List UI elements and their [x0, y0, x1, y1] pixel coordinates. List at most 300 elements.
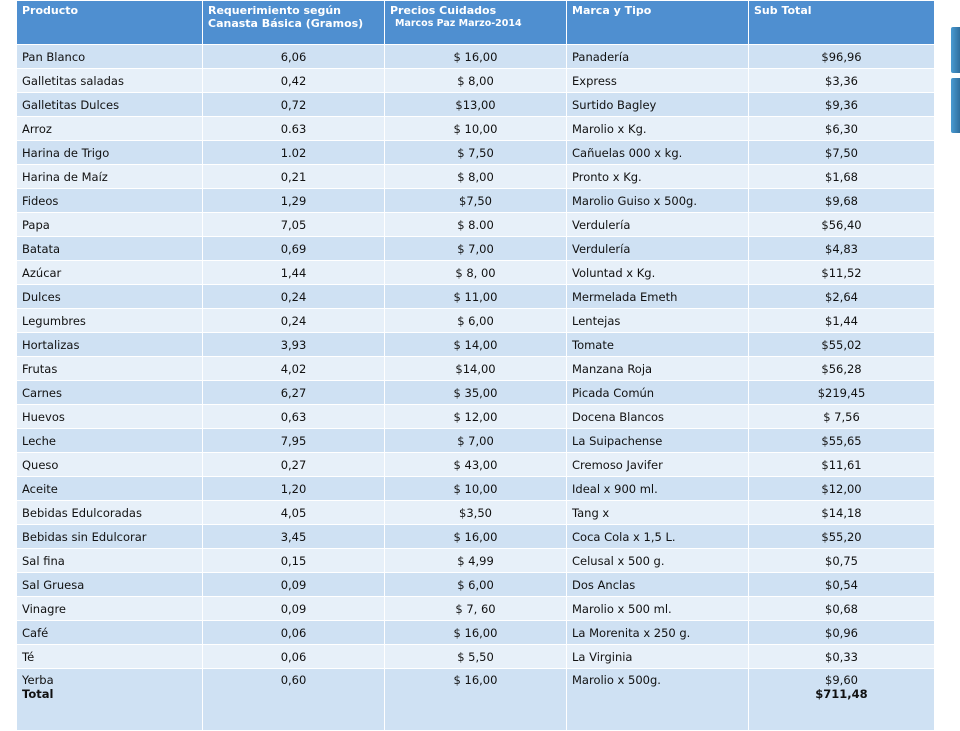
- cell-subtotal: [749, 525, 935, 549]
- cell-marca-text: Surtido Bagley: [572, 97, 657, 112]
- cell-marca: [567, 69, 749, 93]
- cell-marca: [567, 333, 749, 357]
- cell-requerimiento: [203, 69, 385, 93]
- cell-producto: [17, 621, 203, 645]
- cell-precio: [385, 357, 567, 381]
- table-row: [17, 597, 935, 621]
- cell-marca: [567, 93, 749, 117]
- cell-marca-text: Pronto x Kg.: [572, 169, 642, 184]
- cell-producto: [17, 189, 203, 213]
- cell-producto-text: Galletitas saladas: [22, 73, 124, 88]
- cell-subtotal-text: $55,02: [821, 337, 862, 352]
- cell-requerimiento: [203, 597, 385, 621]
- cell-producto: [17, 429, 203, 453]
- cell-precio: [385, 597, 567, 621]
- cell-requerimiento: [203, 621, 385, 645]
- header-precios-subtitle: Marcos Paz Marzo-2014: [395, 18, 522, 29]
- cell-requerimiento-text: 0.63: [280, 121, 307, 136]
- cell-subtotal: [749, 45, 935, 69]
- cell-marca: [567, 309, 749, 333]
- cell-producto-text: Yerba: [22, 673, 54, 687]
- cell-precio-text: $ 14,00: [453, 337, 498, 352]
- cell-producto-text: Aceite: [22, 481, 58, 496]
- cell-producto: [17, 501, 203, 525]
- cell-marca-text: Lentejas: [572, 313, 621, 328]
- cell-producto: [17, 213, 203, 237]
- cell-producto-text: Sal fina: [22, 553, 65, 568]
- cell-subtotal: [749, 165, 935, 189]
- cell-requerimiento-text: 0,09: [280, 601, 307, 616]
- header-precios-title: Precios Cuidados: [390, 4, 497, 17]
- cell-requerimiento: [203, 669, 385, 731]
- cell-marca: [567, 573, 749, 597]
- cell-precio: [385, 477, 567, 501]
- cell-requerimiento-text: 0,24: [280, 313, 307, 328]
- cell-producto: [17, 237, 203, 261]
- cell-marca: [567, 453, 749, 477]
- cell-subtotal: [749, 381, 935, 405]
- cell-requerimiento: [203, 381, 385, 405]
- cell-precio-text: $ 16,00: [453, 49, 498, 64]
- cell-subtotal-text: $219,45: [817, 385, 866, 400]
- table-row: [17, 213, 935, 237]
- cell-producto: [17, 333, 203, 357]
- cell-precio-text: $ 4,99: [457, 553, 494, 568]
- cell-precio: [385, 189, 567, 213]
- cell-requerimiento: [203, 93, 385, 117]
- table-row: [17, 309, 935, 333]
- cell-precio: [385, 405, 567, 429]
- cell-producto: [17, 669, 203, 731]
- cell-producto-text: Harina de Trigo: [22, 145, 110, 160]
- cell-marca: [567, 117, 749, 141]
- cell-subtotal: [749, 429, 935, 453]
- table-row: [17, 381, 935, 405]
- cell-producto-text: Bebidas sin Edulcorar: [22, 529, 147, 544]
- table-row: [17, 333, 935, 357]
- cell-marca: [567, 621, 749, 645]
- cell-requerimiento-text: 1.02: [280, 145, 307, 160]
- table-row: [17, 573, 935, 597]
- cell-requerimiento: [203, 213, 385, 237]
- cell-subtotal: [749, 549, 935, 573]
- table-row: [17, 261, 935, 285]
- header-producto: Producto: [17, 1, 203, 45]
- cell-requerimiento-text: 0,60: [280, 673, 307, 687]
- cell-producto: [17, 261, 203, 285]
- cell-marca: [567, 669, 749, 731]
- cell-precio-text: $ 35,00: [453, 385, 498, 400]
- cell-requerimiento: [203, 45, 385, 69]
- cell-subtotal-text: $3,36: [825, 73, 858, 88]
- cell-producto-text: Papa: [22, 217, 50, 232]
- cell-producto-text: Huevos: [22, 409, 65, 424]
- cell-requerimiento: [203, 357, 385, 381]
- cell-marca-text: Picada Común: [572, 385, 655, 400]
- cell-marca-text: Dos Anclas: [572, 577, 636, 592]
- cell-precio-text: $ 7,00: [457, 433, 494, 448]
- cell-requerimiento-text: 3,45: [280, 529, 307, 544]
- cell-subtotal-text: $4,83: [825, 241, 858, 256]
- table-row: [17, 237, 935, 261]
- cell-precio-text: $ 8,00: [457, 169, 494, 184]
- cell-marca: [567, 165, 749, 189]
- cell-precio: [385, 69, 567, 93]
- table-row: [17, 141, 935, 165]
- cell-subtotal-text: $14,18: [821, 505, 862, 520]
- table-row: [17, 549, 935, 573]
- cell-subtotal: [749, 117, 935, 141]
- cell-producto-text: Queso: [22, 457, 59, 472]
- cell-requerimiento-text: 0,63: [280, 409, 307, 424]
- cell-producto: [17, 309, 203, 333]
- cell-marca-text: Voluntad x Kg.: [572, 265, 656, 280]
- cell-subtotal-text: $1,44: [825, 313, 858, 328]
- cell-producto: [17, 477, 203, 501]
- table-row: [17, 645, 935, 669]
- cell-subtotal: [749, 573, 935, 597]
- cell-subtotal: [749, 501, 935, 525]
- cell-marca: [567, 525, 749, 549]
- table-row: [17, 357, 935, 381]
- cell-requerimiento: [203, 285, 385, 309]
- cell-precio-text: $ 7,50: [457, 145, 494, 160]
- cell-producto: [17, 357, 203, 381]
- cell-producto: [17, 69, 203, 93]
- table-row: [17, 93, 935, 117]
- cell-producto-text: Café: [22, 625, 49, 640]
- cell-subtotal-text: $56,40: [821, 217, 862, 232]
- cell-producto: [17, 453, 203, 477]
- table-row: [17, 45, 935, 69]
- cell-precio: [385, 117, 567, 141]
- cell-subtotal: [749, 333, 935, 357]
- cell-subtotal: [749, 237, 935, 261]
- cell-subtotal: [749, 141, 935, 165]
- cell-producto: [17, 141, 203, 165]
- cell-marca-text: Marolio x 500g.: [572, 673, 661, 687]
- cell-marca-text: Express: [572, 73, 617, 88]
- cell-precio-text: $ 10,00: [453, 121, 498, 136]
- cell-subtotal: [749, 309, 935, 333]
- cell-producto: [17, 45, 203, 69]
- cell-requerimiento-text: 0,24: [280, 289, 307, 304]
- cell-requerimiento: [203, 525, 385, 549]
- cell-subtotal: [749, 669, 935, 731]
- cell-subtotal-text: $11,52: [821, 265, 862, 280]
- cell-marca: [567, 405, 749, 429]
- table-row: [17, 429, 935, 453]
- cell-requerimiento: [203, 501, 385, 525]
- cell-marca-text: Cañuelas 000 x kg.: [572, 145, 683, 160]
- cell-requerimiento-text: 0,15: [280, 553, 307, 568]
- cell-subtotal: [749, 261, 935, 285]
- cell-subtotal-text: $0,96: [825, 625, 858, 640]
- cell-marca-text: Mermelada Emeth: [572, 289, 678, 304]
- cell-precio-text: $14,00: [455, 361, 496, 376]
- cell-subtotal-text: $0,33: [825, 649, 858, 664]
- cell-precio: [385, 261, 567, 285]
- cell-marca-text: Verdulería: [572, 241, 631, 256]
- cell-marca-text: La Suipachense: [572, 433, 663, 448]
- cell-producto-text: Fideos: [22, 193, 59, 208]
- cell-requerimiento: [203, 117, 385, 141]
- cell-requerimiento-text: 7,05: [280, 217, 307, 232]
- cell-precio: [385, 429, 567, 453]
- cell-requerimiento-text: 0,69: [280, 241, 307, 256]
- table-row: [17, 525, 935, 549]
- cell-marca-text: Marolio Guiso x 500g.: [572, 193, 698, 208]
- cell-producto-text: Harina de Maíz: [22, 169, 108, 184]
- table-row: [17, 501, 935, 525]
- table-row: [17, 405, 935, 429]
- cell-precio-text: $ 10,00: [453, 481, 498, 496]
- cell-producto-text: Carnes: [22, 385, 62, 400]
- cell-precio: [385, 645, 567, 669]
- cell-requerimiento: [203, 645, 385, 669]
- cell-subtotal-text: $6,30: [825, 121, 858, 136]
- cell-requerimiento: [203, 309, 385, 333]
- cell-marca: [567, 357, 749, 381]
- cell-requerimiento: [203, 549, 385, 573]
- table-row: [17, 453, 935, 477]
- cell-precio-text: $ 8.00: [457, 217, 494, 232]
- cell-precio-text: $13,00: [455, 97, 496, 112]
- cell-precio: [385, 213, 567, 237]
- cell-precio-text: $ 8, 00: [455, 265, 496, 280]
- cell-precio: [385, 525, 567, 549]
- table-row: [17, 165, 935, 189]
- cell-requerimiento-text: 0,27: [280, 457, 307, 472]
- cell-requerimiento-text: 4,05: [280, 505, 307, 520]
- cell-subtotal: [749, 453, 935, 477]
- cell-marca-text: Docena Blancos: [572, 409, 665, 424]
- cell-requerimiento: [203, 189, 385, 213]
- cell-requerimiento: [203, 405, 385, 429]
- cell-marca-text: Celusal x 500 g.: [572, 553, 665, 568]
- cell-marca: [567, 429, 749, 453]
- cell-precio: [385, 621, 567, 645]
- cell-marca-text: La Morenita x 250 g.: [572, 625, 691, 640]
- cell-subtotal-text: $11,61: [821, 457, 862, 472]
- cell-subtotal: [749, 93, 935, 117]
- cell-producto-text: Leche: [22, 433, 56, 448]
- cell-requerimiento: [203, 453, 385, 477]
- cell-subtotal-text: $12,00: [821, 481, 862, 496]
- cell-subtotal-text: $9,60: [825, 673, 858, 687]
- cell-marca-text: Tang x: [572, 505, 610, 520]
- cell-precio-text: $ 5,50: [457, 649, 494, 664]
- cell-subtotal-text: $ 7,56: [823, 409, 860, 424]
- table-row: [17, 669, 935, 731]
- cell-producto-text: Bebidas Edulcoradas: [22, 505, 142, 520]
- cell-precio-text: $ 16,00: [453, 673, 498, 687]
- cell-marca: [567, 381, 749, 405]
- cell-producto: [17, 597, 203, 621]
- cell-requerimiento: [203, 429, 385, 453]
- cell-producto-text: Pan Blanco: [22, 49, 86, 64]
- cell-subtotal-text: $56,28: [821, 361, 862, 376]
- cell-producto: [17, 525, 203, 549]
- cell-producto-text: Vinagre: [22, 601, 66, 616]
- cell-subtotal-text: $2,64: [825, 289, 858, 304]
- cell-requerimiento-text: 3,93: [280, 337, 307, 352]
- cell-subtotal: [749, 645, 935, 669]
- cell-precio: [385, 141, 567, 165]
- cell-precio-text: $ 7, 60: [455, 601, 496, 616]
- price-table: [16, 0, 935, 731]
- cell-requerimiento: [203, 477, 385, 501]
- cell-requerimiento-text: 0,72: [280, 97, 307, 112]
- cell-precio: [385, 333, 567, 357]
- cell-marca-text: Ideal x 900 ml.: [572, 481, 658, 496]
- cell-marca-text: Cremoso Javifer: [572, 457, 663, 472]
- cell-marca-text: Manzana Roja: [572, 361, 653, 376]
- cell-precio: [385, 309, 567, 333]
- cell-subtotal-text: $0,54: [825, 577, 858, 592]
- cell-producto: [17, 381, 203, 405]
- cell-requerimiento-text: 7,95: [280, 433, 307, 448]
- cell-marca: [567, 477, 749, 501]
- table-row: [17, 69, 935, 93]
- cell-marca: [567, 261, 749, 285]
- cell-requerimiento: [203, 261, 385, 285]
- cell-marca: [567, 189, 749, 213]
- cell-requerimiento-text: 6,06: [280, 49, 307, 64]
- cell-producto-text: Sal Gruesa: [22, 577, 85, 592]
- table-row: [17, 621, 935, 645]
- cell-marca-text: Verdulería: [572, 217, 631, 232]
- cell-requerimiento-text: 1,20: [280, 481, 307, 496]
- cell-marca: [567, 141, 749, 165]
- cell-subtotal: [749, 189, 935, 213]
- cell-precio-text: $7,50: [459, 193, 492, 208]
- cell-marca: [567, 645, 749, 669]
- table-row: [17, 189, 935, 213]
- cell-subtotal-text: $55,65: [821, 433, 862, 448]
- cell-requerimiento: [203, 237, 385, 261]
- cell-producto: [17, 573, 203, 597]
- side-tab-upper: [951, 27, 960, 73]
- cell-precio-text: $ 8,00: [457, 73, 494, 88]
- cell-marca-text: Marolio x Kg.: [572, 121, 647, 136]
- cell-precio: [385, 381, 567, 405]
- cell-subtotal: [749, 213, 935, 237]
- header-requerimiento: Requerimiento según Canasta Básica (Gramos): [203, 1, 385, 45]
- table-row: [17, 285, 935, 309]
- cell-requerimiento-text: 4,02: [280, 361, 307, 376]
- header-marca: Marca y Tipo: [567, 1, 749, 45]
- cell-precio-text: $ 7,00: [457, 241, 494, 256]
- cell-requerimiento-text: 0,21: [280, 169, 307, 184]
- cell-marca-text: La Virginia: [572, 649, 633, 664]
- cell-marca: [567, 45, 749, 69]
- cell-producto-text: Té: [22, 649, 35, 664]
- cell-requerimiento: [203, 333, 385, 357]
- cell-marca-text: Marolio x 500 ml.: [572, 601, 672, 616]
- cell-requerimiento: [203, 165, 385, 189]
- cell-marca: [567, 501, 749, 525]
- cell-producto-text: Frutas: [22, 361, 58, 376]
- cell-requerimiento-text: 0,09: [280, 577, 307, 592]
- cell-producto: [17, 117, 203, 141]
- cell-subtotal-text: $9,68: [825, 193, 858, 208]
- cell-marca-text: Coca Cola x 1,5 L.: [572, 529, 676, 544]
- cell-marca: [567, 213, 749, 237]
- header-row: [17, 1, 935, 45]
- cell-producto-text: Arroz: [22, 121, 52, 136]
- cell-producto: [17, 405, 203, 429]
- cell-requerimiento-text: 1,44: [280, 265, 307, 280]
- cell-subtotal-text: $7,50: [825, 145, 858, 160]
- cell-precio-text: $ 6,00: [457, 313, 494, 328]
- cell-subtotal-text: $0,75: [825, 553, 858, 568]
- cell-producto: [17, 93, 203, 117]
- total-label: Total: [22, 687, 54, 701]
- cell-precio-text: $ 16,00: [453, 625, 498, 640]
- cell-precio-text: $ 16,00: [453, 529, 498, 544]
- cell-marca: [567, 549, 749, 573]
- cell-precio: [385, 501, 567, 525]
- total-value: $711,48: [815, 687, 868, 701]
- table-row: [17, 117, 935, 141]
- cell-subtotal: [749, 477, 935, 501]
- table-row: [17, 477, 935, 501]
- cell-producto-text: Legumbres: [22, 313, 86, 328]
- cell-requerimiento-text: 6,27: [280, 385, 307, 400]
- cell-precio-text: $3,50: [459, 505, 492, 520]
- cell-precio: [385, 285, 567, 309]
- header-subtotal: Sub Total: [749, 1, 935, 45]
- cell-subtotal: [749, 405, 935, 429]
- cell-producto-text: Batata: [22, 241, 61, 256]
- cell-requerimiento: [203, 141, 385, 165]
- cell-marca: [567, 285, 749, 309]
- cell-marca-text: Panadería: [572, 49, 630, 64]
- cell-precio: [385, 93, 567, 117]
- cell-requerimiento-text: 0,06: [280, 625, 307, 640]
- cell-precio: [385, 669, 567, 731]
- cell-precio-text: $ 12,00: [453, 409, 498, 424]
- cell-precio: [385, 237, 567, 261]
- cell-producto-text: Dulces: [22, 289, 61, 304]
- header-precios: [385, 1, 567, 45]
- cell-producto-text: Azúcar: [22, 265, 62, 280]
- cell-subtotal-text: $1,68: [825, 169, 858, 184]
- cell-requerimiento-text: 0,42: [280, 73, 307, 88]
- cell-subtotal: [749, 285, 935, 309]
- cell-subtotal-text: $96,96: [821, 49, 862, 64]
- cell-precio: [385, 45, 567, 69]
- cell-subtotal: [749, 597, 935, 621]
- cell-subtotal-text: $55,20: [821, 529, 862, 544]
- cell-requerimiento-text: 1,29: [280, 193, 307, 208]
- cell-subtotal-text: $0,68: [825, 601, 858, 616]
- cell-precio-text: $ 6,00: [457, 577, 494, 592]
- cell-producto-text: Hortalizas: [22, 337, 80, 352]
- cell-subtotal: [749, 357, 935, 381]
- side-tab-lower: [951, 78, 960, 133]
- cell-subtotal-text: $9,36: [825, 97, 858, 112]
- cell-producto-text: Galletitas Dulces: [22, 97, 120, 112]
- cell-precio-text: $ 43,00: [453, 457, 498, 472]
- cell-precio-text: $ 11,00: [453, 289, 498, 304]
- cell-precio: [385, 549, 567, 573]
- cell-precio: [385, 573, 567, 597]
- cell-marca: [567, 237, 749, 261]
- cell-producto: [17, 165, 203, 189]
- cell-precio: [385, 165, 567, 189]
